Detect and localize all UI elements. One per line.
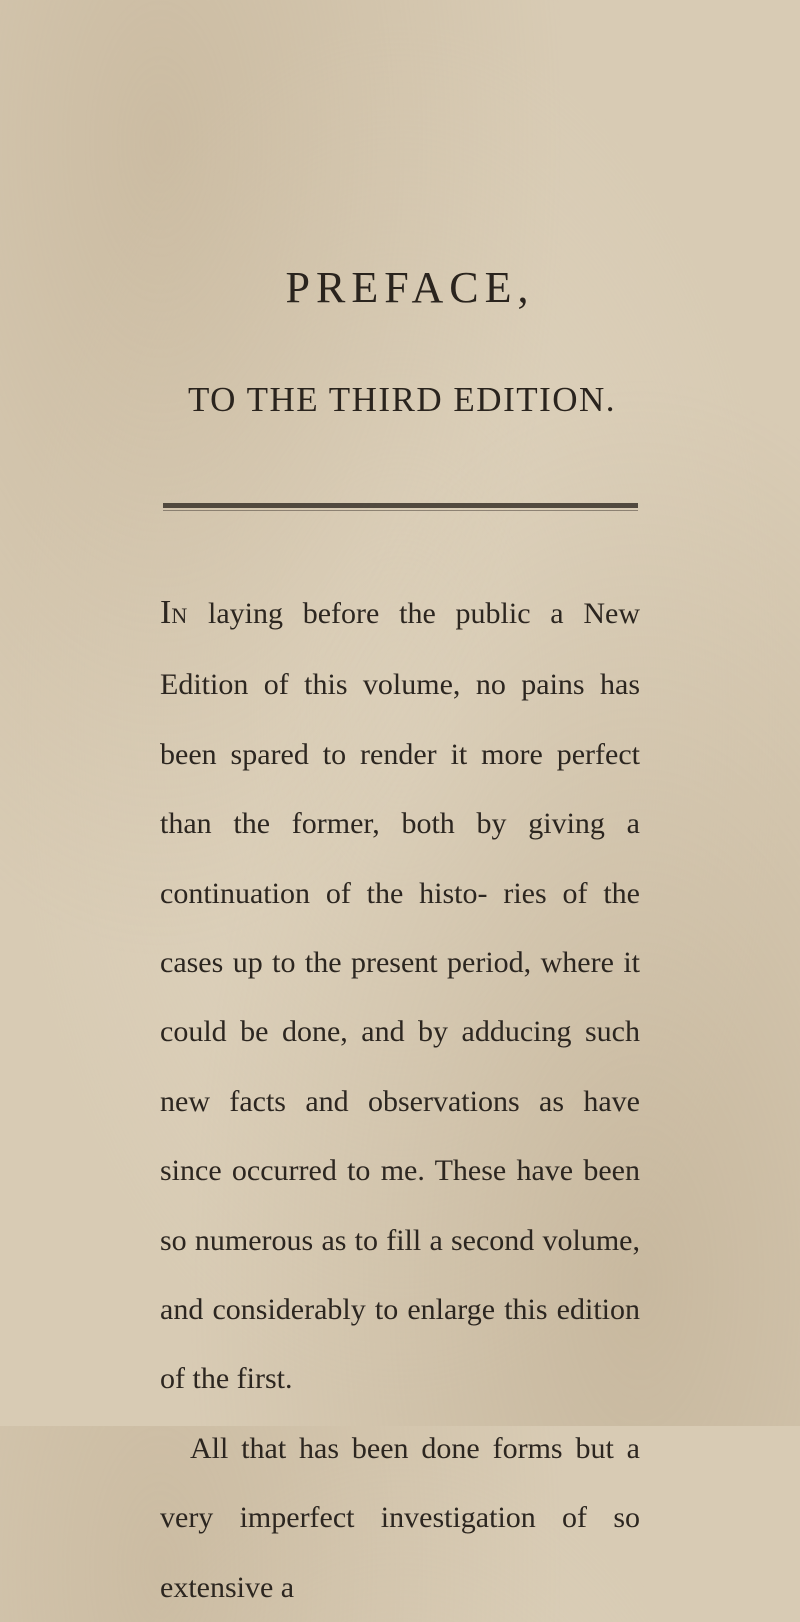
paragraph-1 [160,578,640,1414]
decorative-rule [163,503,638,508]
page-title: PREFACE, [285,263,535,312]
paragraph-2 [160,1414,640,1622]
drop-cap-letter: I [160,594,172,631]
decorative-rule-thin [163,510,638,511]
small-cap-letter: N [171,603,189,628]
paragraph-2-text: All that has been done forms but a very imperfect investigation of so extensive a [160,1431,640,1604]
page-subtitle: TO THE THIRD EDITION. [187,380,617,419]
body-text [160,578,640,1622]
paragraph-1-text: laying before the public a New Edition of this volume, no pains has been spared to render it more perfect than the former, both by giving a continuation of the histo- ries of the cases up to the present period, where it could be done, and by adducing such new facts and observations as have since occurred to me. These have been so numerous as to fill a second volume, and considerably to enlarge this edition of the first. [160,597,640,1396]
